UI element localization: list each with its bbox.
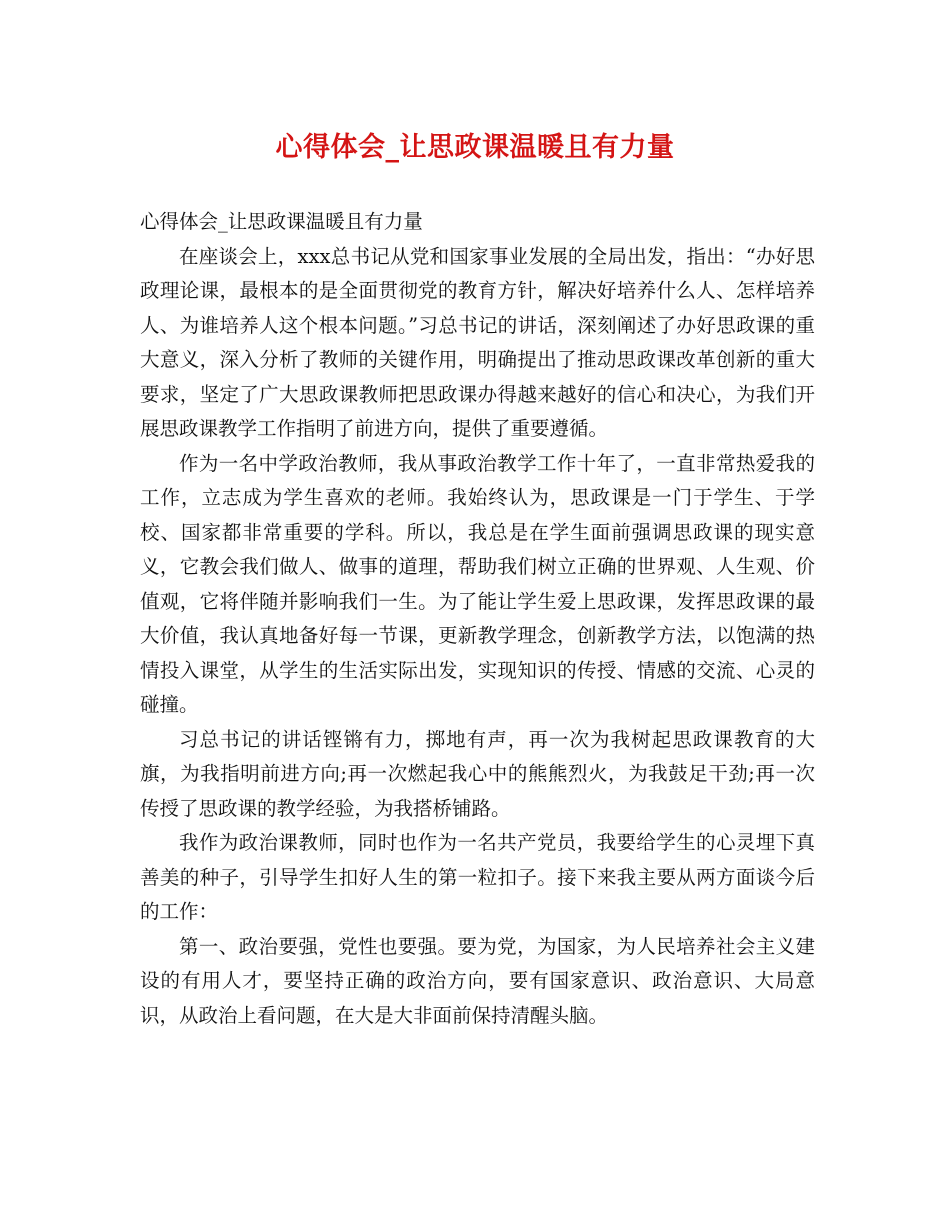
document-body <box>140 205 815 1033</box>
paragraph-2: 作为一名中学政治教师，我从事政治教学工作十年了，一直非常热爱我的工作，立志成为学生喜欢的老师。我始终认为，思政课是一门于学生、于学校、国家都非常重要的学科。所以，我总是在学生面前强调思政课的现实意义，它教会我们做人、做事的道理，帮助我们树立正确的世界观、人生观、价值观，它将伴随并影响我们一生。为了能让学生爱上思政课，发挥思政课的最大价值，我认真地备好每一节课，更新教学理念，创新教学方法，以饱满的热情投入课堂，从学生的生活实际出发，实现知识的传授、情感的交流、心灵的碰撞。 <box>140 451 815 716</box>
paragraph-3: 习总书记的讲话铿锵有力，掷地有声，再一次为我树起思政课教育的大旗，为我指明前进方向;再一次燃起我心中的熊熊烈火，为我鼓足干劲;再一次传授了思政课的教学经验，为我搭桥铺路。 <box>140 727 815 820</box>
paragraph-5: 第一、政治要强，党性也要强。要为党，为国家，为人民培养社会主义建设的有用人才，要坚持正确的政治方向，要有国家意识、政治意识、大局意识，从政治上看问题，在大是大非面前保持清醒头脑。 <box>140 934 815 1027</box>
document-title: 心得体会_让思政课温暖且有力量 <box>275 132 675 163</box>
paragraph-1: 在座谈会上，xxx总书记从党和国家事业发展的全局出发，指出：“办好思政理论课，最根本的是全面贯彻党的教育方针，解决好培养什么人、怎样培养人、为谁培养人这个根本问题。”习总书记的讲话，深刻阐述了办好思政课的重大意义，深入分析了教师的关键作用，明确提出了推动思政课改革创新的重大要求，坚定了广大思政课教师把思政课办得越来越好的信心和决心，为我们开展思政课教学工作指明了前进方向，提供了重要遵循。 <box>140 244 815 440</box>
document-subtitle: 心得体会_让思政课温暖且有力量 <box>140 210 423 233</box>
paragraph-4: 我作为政治课教师，同时也作为一名共产党员，我要给学生的心灵埋下真善美的种子，引导学生扣好人生的第一粒扣子。接下来我主要从两方面谈今后的工作： <box>140 831 815 923</box>
